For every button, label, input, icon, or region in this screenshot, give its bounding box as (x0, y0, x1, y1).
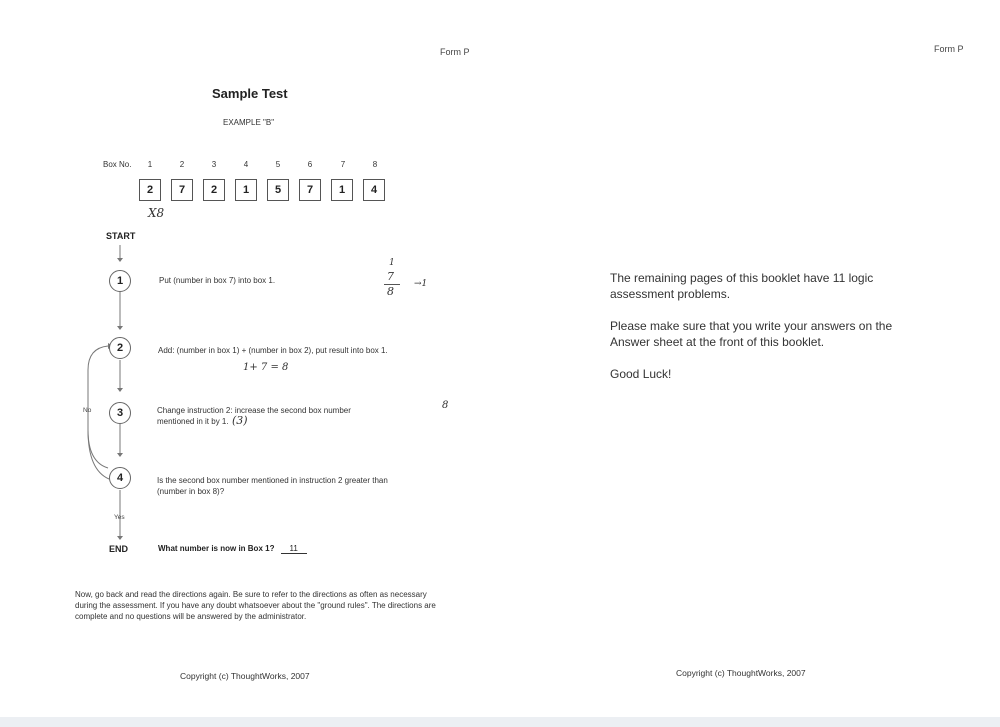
value-box-2: 7 (171, 179, 193, 201)
box-no-label: Box No. (103, 160, 132, 169)
flow-instruction-3: Change instruction 2: increase the second box number mentioned in it by 1. (157, 406, 351, 426)
closing-paragraph: Now, go back and read the directions again. Be sure to refer to the directions as often as necessary during the assessment. If you have any doubt whatsoever about the "ground rules". The directions are complete and no questions will be answered by the administrator. (75, 590, 436, 621)
example-label: EXAMPLE "B" (223, 118, 275, 127)
handwritten-side-note: 8 (442, 400, 449, 411)
handwritten-fraction-top: 1 (389, 258, 395, 268)
box-number: 8 (372, 160, 378, 169)
box-number: 7 (340, 160, 346, 169)
flow-instruction-2: Add: (number in box 1) + (number in box 2), put result into box 1. (158, 346, 388, 355)
final-question-text: What number is now in Box 1? (158, 544, 275, 553)
box-number: 2 (179, 160, 185, 169)
form-label-right: Form P (934, 44, 964, 54)
scan-edge (0, 717, 1000, 727)
flow-yes-label: Yes (114, 514, 125, 521)
flow-start-label: START (106, 231, 136, 241)
flow-end-label: END (109, 544, 129, 554)
handwritten-fraction-bottom: 8 (387, 285, 394, 298)
value-box-4: 1 (235, 179, 257, 201)
flow-node-1: 1 (109, 270, 131, 292)
final-answer: 11 (281, 544, 307, 554)
info-paragraph-1: The remaining pages of this booklet have 11 logic assessment problems. (610, 271, 874, 301)
page-title: Sample Test (212, 86, 288, 101)
handwritten-step3-mark: (3) (232, 414, 248, 427)
flow-node-4: 4 (109, 467, 131, 489)
box-number: 4 (243, 160, 249, 169)
box-number: 1 (147, 160, 153, 169)
flow-node-3: 3 (109, 402, 131, 424)
flow-node-2: 2 (109, 337, 131, 359)
box-number: 5 (275, 160, 281, 169)
handwritten-box1-note: X8 (148, 206, 165, 220)
value-box-7: 1 (331, 179, 353, 201)
flow-instruction-4: Is the second box number mentioned in instruction 2 greater than (number in box 8)? (157, 476, 388, 496)
info-paragraph-2: Please make sure that you write your answers on the Answer sheet at the front of this booklet. (610, 319, 893, 349)
handwritten-sum-note: 1+ 7 = 8 (243, 362, 289, 373)
copyright-right: Copyright (c) ThoughtWorks, 2007 (676, 668, 806, 678)
value-box-8: 4 (363, 179, 385, 201)
value-box-5: 5 (267, 179, 289, 201)
handwritten-arrow-note: →1 (414, 279, 428, 289)
flow-instruction-1: Put (number in box 7) into box 1. (159, 276, 276, 285)
handwritten-fraction-mid: 7 (387, 270, 394, 283)
final-question (158, 544, 307, 554)
copyright-left: Copyright (c) ThoughtWorks, 2007 (180, 671, 310, 681)
value-box-6: 7 (299, 179, 321, 201)
box-number: 6 (307, 160, 313, 169)
flow-no-label: No (83, 407, 92, 414)
box-number: 3 (211, 160, 217, 169)
form-label-left: Form P (440, 47, 470, 57)
info-paragraph-3: Good Luck! (610, 367, 672, 381)
value-box-1: 2 (139, 179, 161, 201)
value-box-3: 2 (203, 179, 225, 201)
